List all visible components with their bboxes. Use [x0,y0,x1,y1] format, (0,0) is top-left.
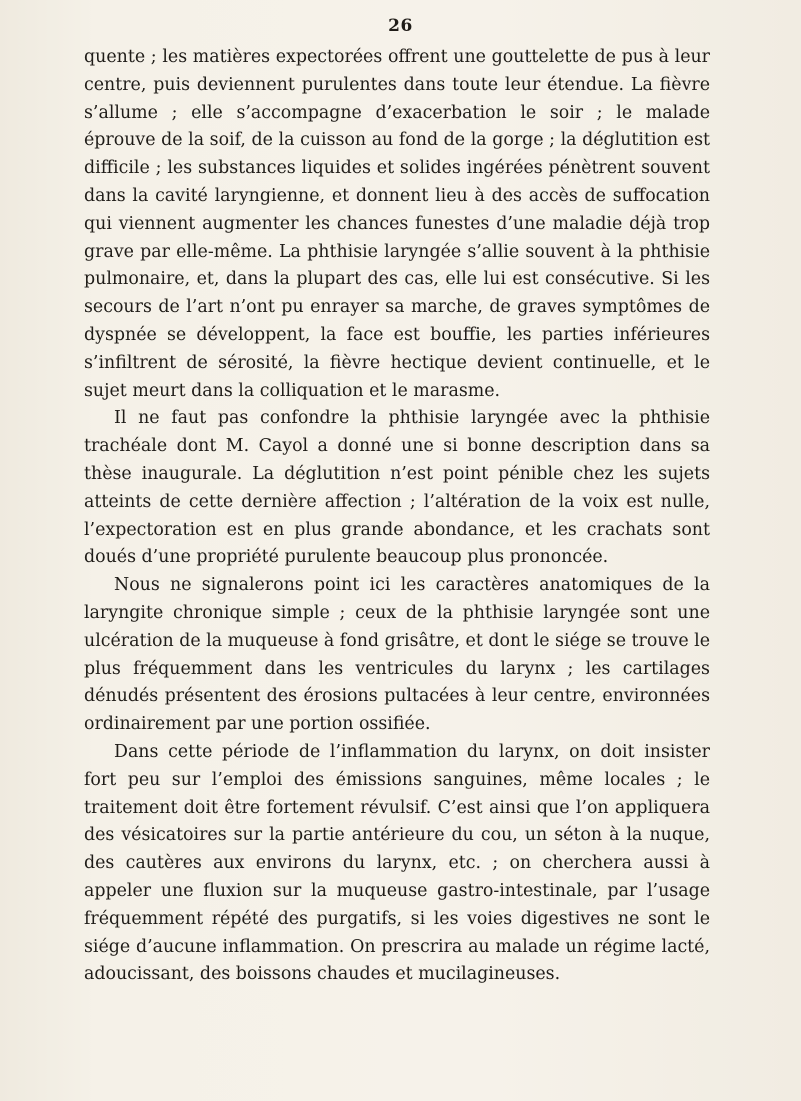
page-number: 26 [388,16,413,36]
paragraph-1: quente ; les matières expectorées offrent une gouttelette de pus à leur centre, puis deviennent purulentes dans toute leur étendue. La fièvre s’allume ; elle s’accompagne d’exacerbation le soir ; le malade éprouve de la soif, de la cuisson au fond de la gorge ; la déglutition est difficile ; les substances liquides et solides ingérées pénètrent souvent dans la cavité laryngienne, et donnent lieu à des accès de suffocation qui viennent augmenter les chances funestes d’une maladie déjà trop grave par elle-même. La phthisie laryngée s’allie souvent à la phthisie pulmonaire, et, dans la plupart des cas, elle lui est consécutive. Si les secours de l’art n’ont pu enrayer sa marche, de graves symptômes de dyspnée se développent, la face est bouffie, les parties inférieures s’infiltrent de sérosité, la fièvre hectique devient continuelle, et le sujet meurt dans la colliquation et le marasme. [84,47,710,401]
paragraph-3: Nous ne signalerons point ici les caractères anatomiques de la laryngite chronique simple ; ceux de la phthisie laryngée sont une ulcération de la muqueuse à fond grisâtre, et dont le siége se trouve le plus fréquemment dans les ventricules du larynx ; les cartilages dénudés présentent des érosions pultacées à leur centre, environnées ordinairement par une portion ossifiée. [84,575,710,735]
paragraph-4: Dans cette période de l’inflammation du larynx, on doit insister fort peu sur l’emploi des émissions sanguines, même locales ; le traitement doit être fortement révulsif. C’est ainsi que l’on appliquera des vésicatoires sur la partie antérieure du cou, un séton à la nuque, des cautères aux environs du larynx, etc. ; on cherchera aussi à appeler une fluxion sur la muqueuse gastro-intestinale, par l’usage fréquemment répété des purgatifs, si les voies digestives ne sont le siége d’aucune inflammation. On prescrira au malade un régime lacté, adoucissant, des boissons chaudes et mucilagineuses. [84,741,710,985]
paragraph-2: Il ne faut pas confondre la phthisie laryngée avec la phthisie trachéale dont M. Cayol a donné une si bonne description dans sa thèse inaugurale. La déglutition n’est point pénible chez les sujets atteints de cette dernière affection ; l’altération de la voix est nulle, l’expectoration est en plus grande abondance, et les crachats sont doués d’une propriété purulente beaucoup plus prononcée. [84,408,710,568]
body-text [84,44,710,989]
